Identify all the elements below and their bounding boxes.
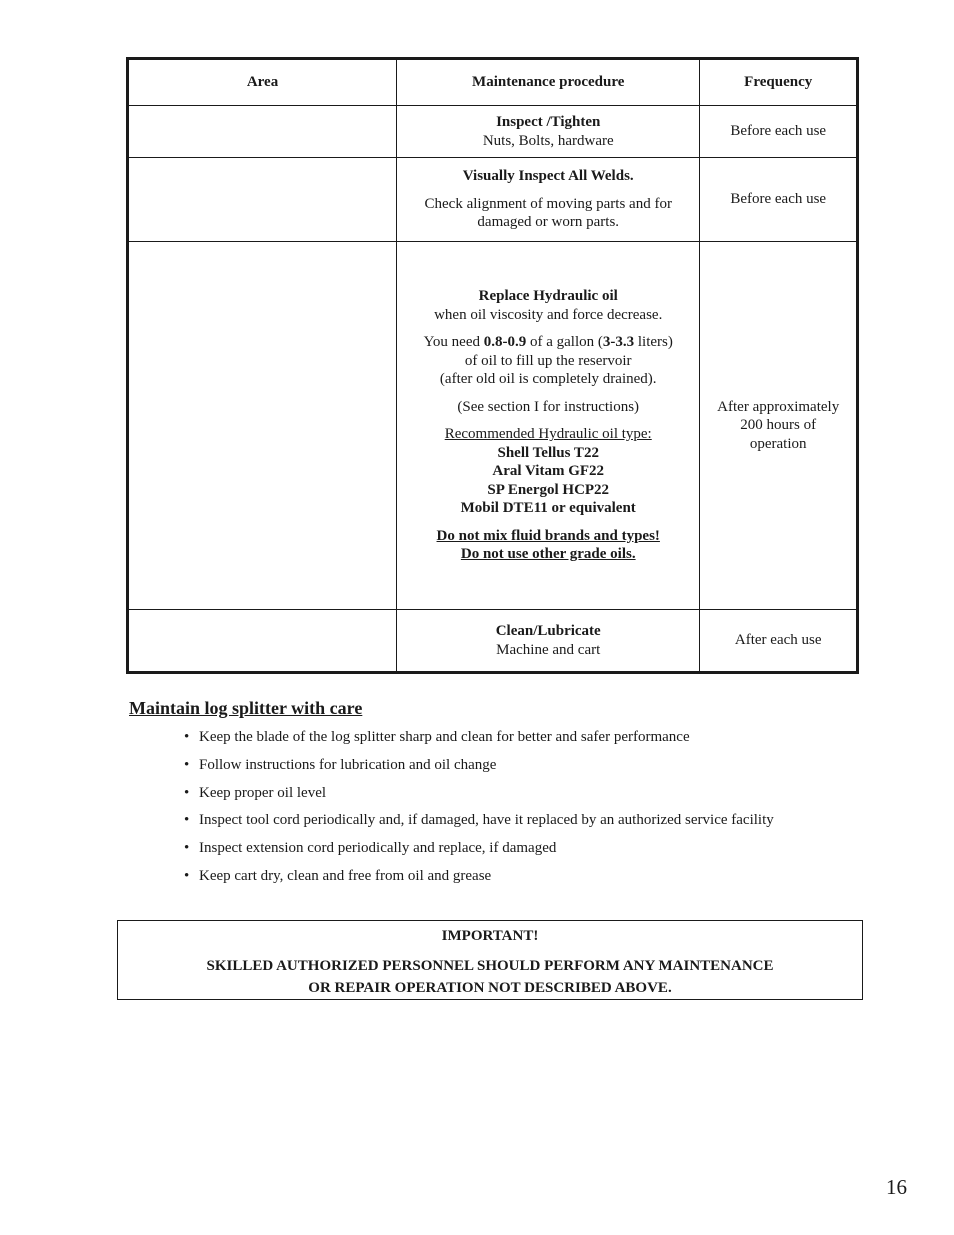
area-cell <box>128 610 397 673</box>
frequency-line: After approximately <box>717 398 840 415</box>
table-header-row <box>128 59 858 106</box>
oil-amount-gallon: 0.8-0.9 <box>483 334 527 351</box>
oil-amount-liters: 3-3.3 <box>602 334 635 351</box>
procedure-detail: when oil viscosity and force decrease. <box>434 306 663 323</box>
header-procedure: Maintenance procedure <box>397 59 700 106</box>
oil-warning: Do not mix fluid brands and types! <box>436 527 660 544</box>
frequency-cell: Before each use <box>700 106 858 158</box>
oil-amount-line: of oil to fill up the reservoir <box>464 352 632 369</box>
list-item-text: Follow instructions for lubrication and oil change <box>199 756 497 773</box>
oil-type: Mobil DTE11 or equivalent <box>460 500 636 517</box>
procedure-title: Inspect /Tighten <box>496 114 601 130</box>
procedure-title: Replace Hydraulic oil <box>478 288 618 305</box>
oil-amount-text: liters) <box>634 334 673 351</box>
bullet: • <box>184 840 190 857</box>
procedure-cell <box>397 106 700 158</box>
table-row <box>128 610 858 673</box>
list-item-text: Keep proper oil level <box>199 784 327 801</box>
list-item-text: Inspect tool cord periodically and, if damaged, have it replaced by an authorized service facility <box>199 812 774 829</box>
table-row <box>128 106 858 158</box>
header-frequency: Frequency <box>700 59 858 106</box>
procedure-cell <box>397 242 700 610</box>
oil-amount <box>409 333 687 352</box>
header-area: Area <box>128 59 397 106</box>
bullet: • <box>184 729 190 745</box>
oil-type: Shell Tellus T22 <box>497 444 599 461</box>
frequency-cell: After each use <box>700 610 858 673</box>
list-item-text: Inspect extension cord periodically and replace, if damaged <box>199 840 557 857</box>
list-item <box>184 865 774 893</box>
procedure-title: Clean/Lubricate <box>495 623 601 639</box>
procedure-detail: damaged or worn parts. <box>477 214 620 231</box>
area-cell <box>128 158 397 242</box>
list-item-text: Keep cart dry, clean and free from oil and grease <box>199 867 492 884</box>
oil-type: SP Energol HCP22 <box>487 481 610 498</box>
list-item <box>184 782 774 810</box>
list-item-text: Keep the blade of the log splitter sharp and clean for better and safer performance <box>199 729 690 745</box>
oil-amount-text: of a gallon ( <box>526 334 603 351</box>
oil-type: Aral Vitam GF22 <box>492 463 605 480</box>
frequency-line: 200 hours of operation <box>740 417 817 452</box>
procedure-title: Visually Inspect All Welds. <box>462 168 634 185</box>
area-cell <box>128 242 397 610</box>
important-title: IMPORTANT! <box>441 928 539 944</box>
bullet: • <box>184 867 190 884</box>
important-notice <box>117 920 863 1000</box>
important-body <box>118 955 862 999</box>
procedure-cell <box>397 158 700 242</box>
list-item <box>184 837 774 865</box>
frequency-cell: Before each use <box>700 158 858 242</box>
recommended-oil-label: Recommended Hydraulic oil type: <box>444 426 652 443</box>
oil-warning: Do not use other grade oils. <box>460 546 636 563</box>
see-section-note: (See section I for instructions) <box>457 398 640 415</box>
area-cell <box>128 106 397 158</box>
bullet: • <box>184 784 190 801</box>
maintenance-table <box>126 57 859 674</box>
page-number: 16 <box>886 1175 907 1199</box>
list-item <box>184 726 774 754</box>
procedure-cell <box>397 610 700 673</box>
procedure-detail: Check alignment of moving parts and for <box>424 195 672 212</box>
oil-amount-line: (after old oil is completely drained). <box>439 371 657 388</box>
care-heading: Maintain log splitter with care <box>129 698 363 718</box>
oil-amount-text: You need <box>423 334 484 351</box>
frequency-cell <box>700 242 858 610</box>
important-line: OR REPAIR OPERATION NOT DESCRIBED ABOVE. <box>308 980 672 996</box>
table-row <box>128 242 858 610</box>
list-item <box>184 809 774 837</box>
procedure-detail: Machine and cart <box>496 641 601 658</box>
care-list <box>184 726 774 893</box>
table-row <box>128 158 858 242</box>
procedure-detail: Nuts, Bolts, hardware <box>482 132 614 149</box>
bullet: • <box>184 756 190 773</box>
bullet: • <box>184 812 190 829</box>
list-item <box>184 754 774 782</box>
important-line: SKILLED AUTHORIZED PERSONNEL SHOULD PERFORM ANY MAINTENANCE <box>206 958 774 974</box>
